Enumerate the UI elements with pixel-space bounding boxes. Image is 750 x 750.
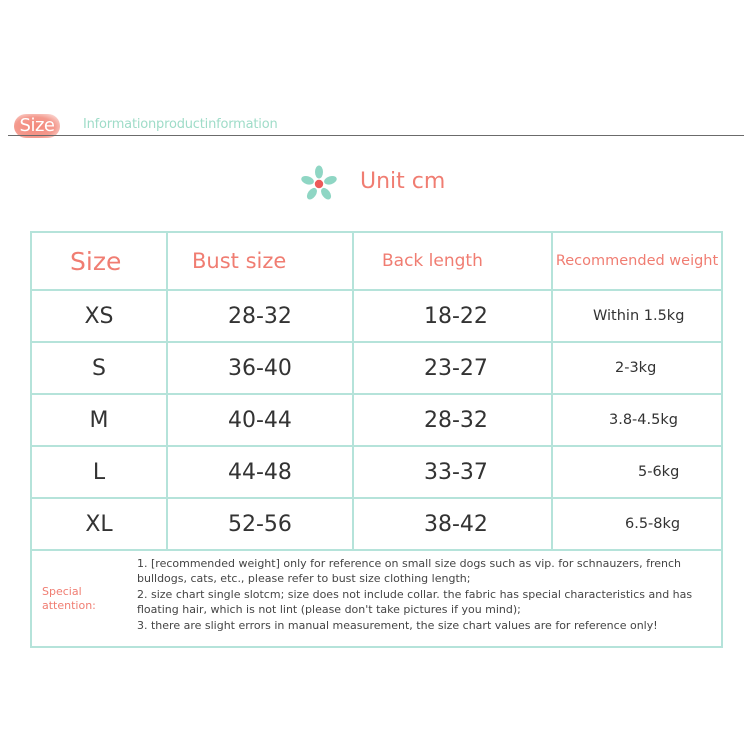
table-row (31, 394, 722, 446)
bust-cell: 52-56 (167, 498, 353, 550)
table-row (31, 498, 722, 550)
column-header-back: Back length (353, 232, 552, 290)
flower-icon (300, 165, 338, 203)
bust-cell: 44-48 (167, 446, 353, 498)
note-item: 2. size chart single slotcm; size does not include collar. the fabric has special characteristics and has floating hair, which is not lint (please don't take pictures if you mind); (137, 588, 693, 616)
unit-label: Unit cm (360, 169, 446, 194)
size-cell: M (31, 394, 167, 446)
back-cell: 18-22 (353, 290, 552, 342)
header-divider (8, 135, 744, 136)
notes-row (31, 550, 722, 647)
weight-cell: 2-3kg (552, 342, 722, 394)
weight-cell: 6.5-8kg (552, 498, 722, 550)
weight-cell: 5-6kg (552, 446, 722, 498)
table-row (31, 342, 722, 394)
bust-cell: 36-40 (167, 342, 353, 394)
table-header-row (31, 232, 722, 290)
weight-cell: Within 1.5kg (552, 290, 722, 342)
column-header-size: Size (31, 232, 167, 290)
column-header-bust: Bust size (167, 232, 353, 290)
notes-label: Special attention: (42, 585, 96, 612)
back-cell: 28-32 (353, 394, 552, 446)
note-item: 3. there are slight errors in manual measurement, the size chart values are for reference only! (137, 619, 658, 632)
back-cell: 23-27 (353, 342, 552, 394)
size-cell: S (31, 342, 167, 394)
size-badge: Size (14, 114, 60, 138)
back-cell: 38-42 (353, 498, 552, 550)
size-cell: XS (31, 290, 167, 342)
note-item: 1. [recommended weight] only for reference on small size dogs such as vip. for schnauzers, french bulldogs, cats, etc., please refer to bust size clothing length; (137, 557, 682, 585)
weight-cell: 3.8-4.5kg (552, 394, 722, 446)
table-row (31, 290, 722, 342)
size-cell: XL (31, 498, 167, 550)
special-attention-notes (31, 550, 722, 647)
bust-cell: 40-44 (167, 394, 353, 446)
size-chart-table (30, 231, 723, 648)
table-row (31, 446, 722, 498)
column-header-weight: Recommended weight (552, 232, 722, 290)
size-cell: L (31, 446, 167, 498)
back-cell: 33-37 (353, 446, 552, 498)
bust-cell: 28-32 (167, 290, 353, 342)
header-subtitle: Informationproductinformation (83, 117, 278, 132)
section-header (0, 108, 750, 148)
notes-list (137, 556, 712, 634)
